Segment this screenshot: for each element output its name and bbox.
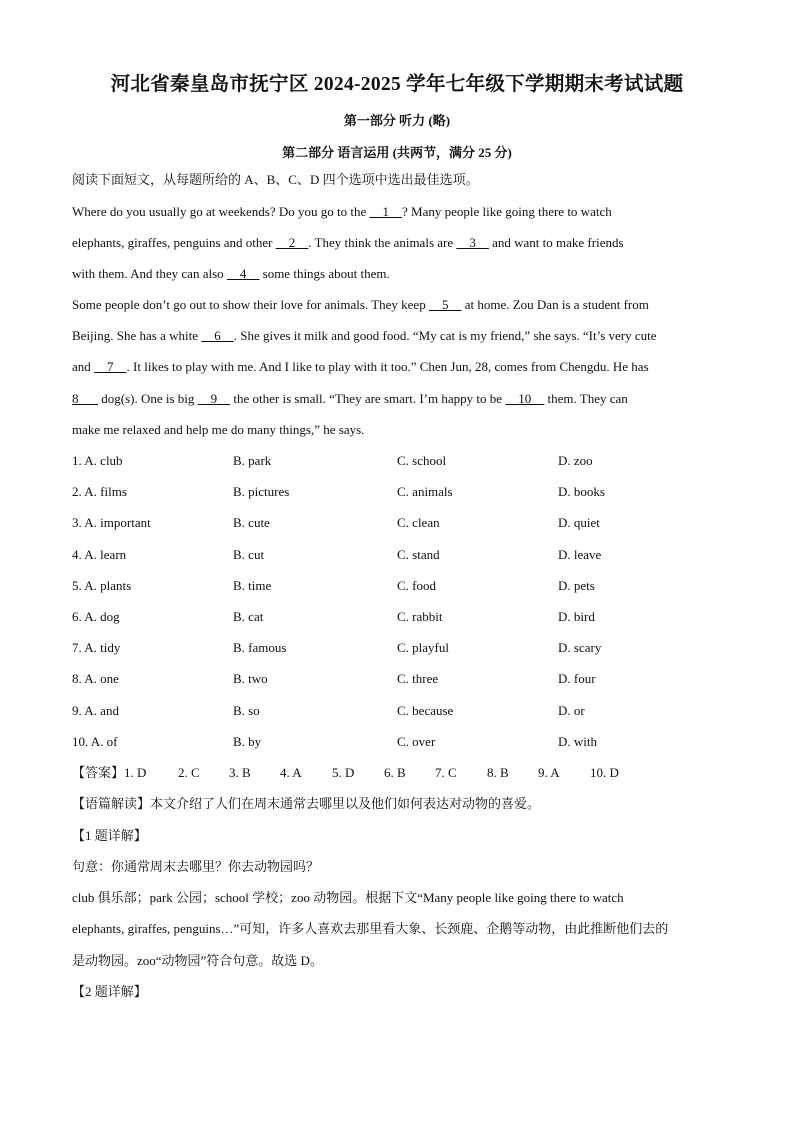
passage-text: the other is small. “They are smart. I’m happy to be: [230, 391, 506, 406]
blank-1: 1: [369, 204, 402, 219]
q4-option-b: B. cut: [233, 547, 265, 562]
q1-option-d: D. zoo: [558, 453, 593, 468]
q8-option-b: B. two: [233, 671, 268, 686]
part-two-heading: 第二部分 语言运用 (共两节，满分 25 分): [282, 145, 512, 160]
answer-item: 9. A: [538, 765, 560, 780]
answer-item: 8. B: [487, 765, 509, 780]
q1-explanation-1: club 俱乐部；park 公园；school 学校；zoo 动物园。根据下文“Many people like going there to watch: [72, 890, 624, 905]
passage-line-6: [72, 359, 649, 375]
passage-text: . It likes to play with me. And I like to play with it too.” Chen Jun, 28, comes from Chengdu. He has: [126, 359, 649, 374]
instruction-text: 阅读下面短文，从每题所给的 A、B、C、D 四个选项中选出最佳选项。: [72, 172, 479, 187]
passage-text: Beijing. She has a white: [72, 328, 202, 343]
q7-option-c: C. playful: [397, 640, 449, 655]
passage-text: at home. Zou Dan is a student from: [461, 297, 649, 312]
q3-option-b: B. cute: [233, 515, 270, 530]
answer-item: 2. C: [178, 765, 200, 780]
answer-item: 4. A: [280, 765, 302, 780]
q3-option-d: D. quiet: [558, 515, 600, 530]
q4-option-d: D. leave: [558, 547, 602, 562]
q2-option-a: 2. A. films: [72, 484, 127, 499]
q8-option-a: 8. A. one: [72, 671, 119, 686]
passage-line-8: make me relaxed and help me do many things,” he says.: [72, 422, 365, 437]
passage-text: Some people don’t go out to show their love for animals. They keep: [72, 297, 429, 312]
q5-option-c: C. food: [397, 578, 436, 593]
passage-line-7: [72, 391, 628, 407]
q2-option-c: C. animals: [397, 484, 453, 499]
passage-line-4: [72, 297, 649, 313]
q5-option-a: 5. A. plants: [72, 578, 132, 593]
q10-option-c: C. over: [397, 734, 436, 749]
blank-7: 7: [94, 359, 127, 374]
answer-key: [72, 765, 619, 781]
q5-option-d: D. pets: [558, 578, 595, 593]
passage-text: elephants, giraffes, penguins and other: [72, 235, 276, 250]
passage-text: dog(s). One is big: [98, 391, 198, 406]
passage-line-3: [72, 266, 390, 282]
answer-item: 6. B: [384, 765, 406, 780]
answer-item: 10. D: [590, 765, 619, 780]
passage-analysis: 【语篇解读】本文介绍了人们在周末通常去哪里以及他们如何表达对动物的喜爱。: [72, 796, 541, 811]
passage-line-5: [72, 328, 657, 344]
q7-option-a: 7. A. tidy: [72, 640, 121, 655]
passage-text: Where do you usually go at weekends? Do you go to the: [72, 204, 370, 219]
q2-option-b: B. pictures: [233, 484, 290, 499]
blank-5: 5: [428, 297, 462, 312]
answer-item: 5. D: [332, 765, 355, 780]
passage-text: them. They can: [544, 391, 628, 406]
q1-explanation-2: elephants, giraffes, penguins…”可知，许多人喜欢去那里看大象、长颈鹿、企鹅等动物，由此推断他们去的: [72, 921, 669, 936]
part-one-heading: 第一部分 听力 (略): [343, 113, 451, 128]
q10-option-b: B. by: [233, 734, 262, 749]
q10-option-d: D. with: [558, 734, 597, 749]
q9-option-c: C. because: [397, 703, 454, 718]
q1-explanation-3: 是动物园。zoo“动物园”符合句意。故选 D。: [72, 953, 323, 968]
q2-detail-heading: 【2 题详解】: [72, 984, 147, 999]
blank-6: 6: [201, 328, 234, 343]
blank-10: 10: [505, 391, 545, 406]
q7-option-d: D. scary: [558, 640, 602, 655]
q1-option-c: C. school: [397, 453, 447, 468]
passage-text: ? Many people like going there to watch: [401, 204, 612, 219]
q2-option-d: D. books: [558, 484, 605, 499]
passage-line-1: [72, 204, 612, 220]
answer-item: 7. C: [435, 765, 457, 780]
passage-line-2: [72, 235, 624, 251]
passage-text: . They think the animals are: [308, 235, 457, 250]
q9-option-a: 9. A. and: [72, 703, 119, 718]
q4-option-c: C. stand: [397, 547, 440, 562]
blank-2: 2: [275, 235, 309, 250]
passage-text: and: [72, 359, 95, 374]
q3-option-a: 3. A. important: [72, 515, 151, 530]
q9-option-b: B. so: [233, 703, 260, 718]
passage-text: . She gives it milk and good food. “My cat is my friend,” she says. “It’s very cute: [233, 328, 657, 343]
q6-option-b: B. cat: [233, 609, 264, 624]
blank-8: 8: [72, 391, 98, 406]
q6-option-c: C. rabbit: [397, 609, 443, 624]
answer-label: 【答案】: [72, 765, 125, 780]
blank-4: 4: [226, 266, 260, 281]
answer-item: 3. B: [229, 765, 251, 780]
q10-option-a: 10. A. of: [72, 734, 118, 749]
q1-detail-heading: 【1 题详解】: [72, 828, 147, 843]
q1-meaning: 句意：你通常周末去哪里？你去动物园吗？: [72, 859, 320, 874]
q6-option-d: D. bird: [558, 609, 595, 624]
q4-option-a: 4. A. learn: [72, 547, 127, 562]
q8-option-c: C. three: [397, 671, 439, 686]
passage-text: with them. And they can also: [72, 266, 227, 281]
answer-item: 1. D: [124, 765, 147, 780]
q6-option-a: 6. A. dog: [72, 609, 120, 624]
passage-text: some things about them.: [259, 266, 390, 281]
exam-title: 河北省秦皇岛市抚宁区 2024-2025 学年七年级下学期期末考试试题: [110, 74, 684, 95]
q7-option-b: B. famous: [233, 640, 287, 655]
q1-option-a: 1. A. club: [72, 453, 123, 468]
q5-option-b: B. time: [233, 578, 272, 593]
passage-text: and want to make friends: [488, 235, 624, 250]
q9-option-d: D. or: [558, 703, 585, 718]
blank-3: 3: [456, 235, 489, 250]
q3-option-c: C. clean: [397, 515, 440, 530]
blank-9: 9: [197, 391, 231, 406]
q8-option-d: D. four: [558, 671, 596, 686]
q1-option-b: B. park: [233, 453, 272, 468]
